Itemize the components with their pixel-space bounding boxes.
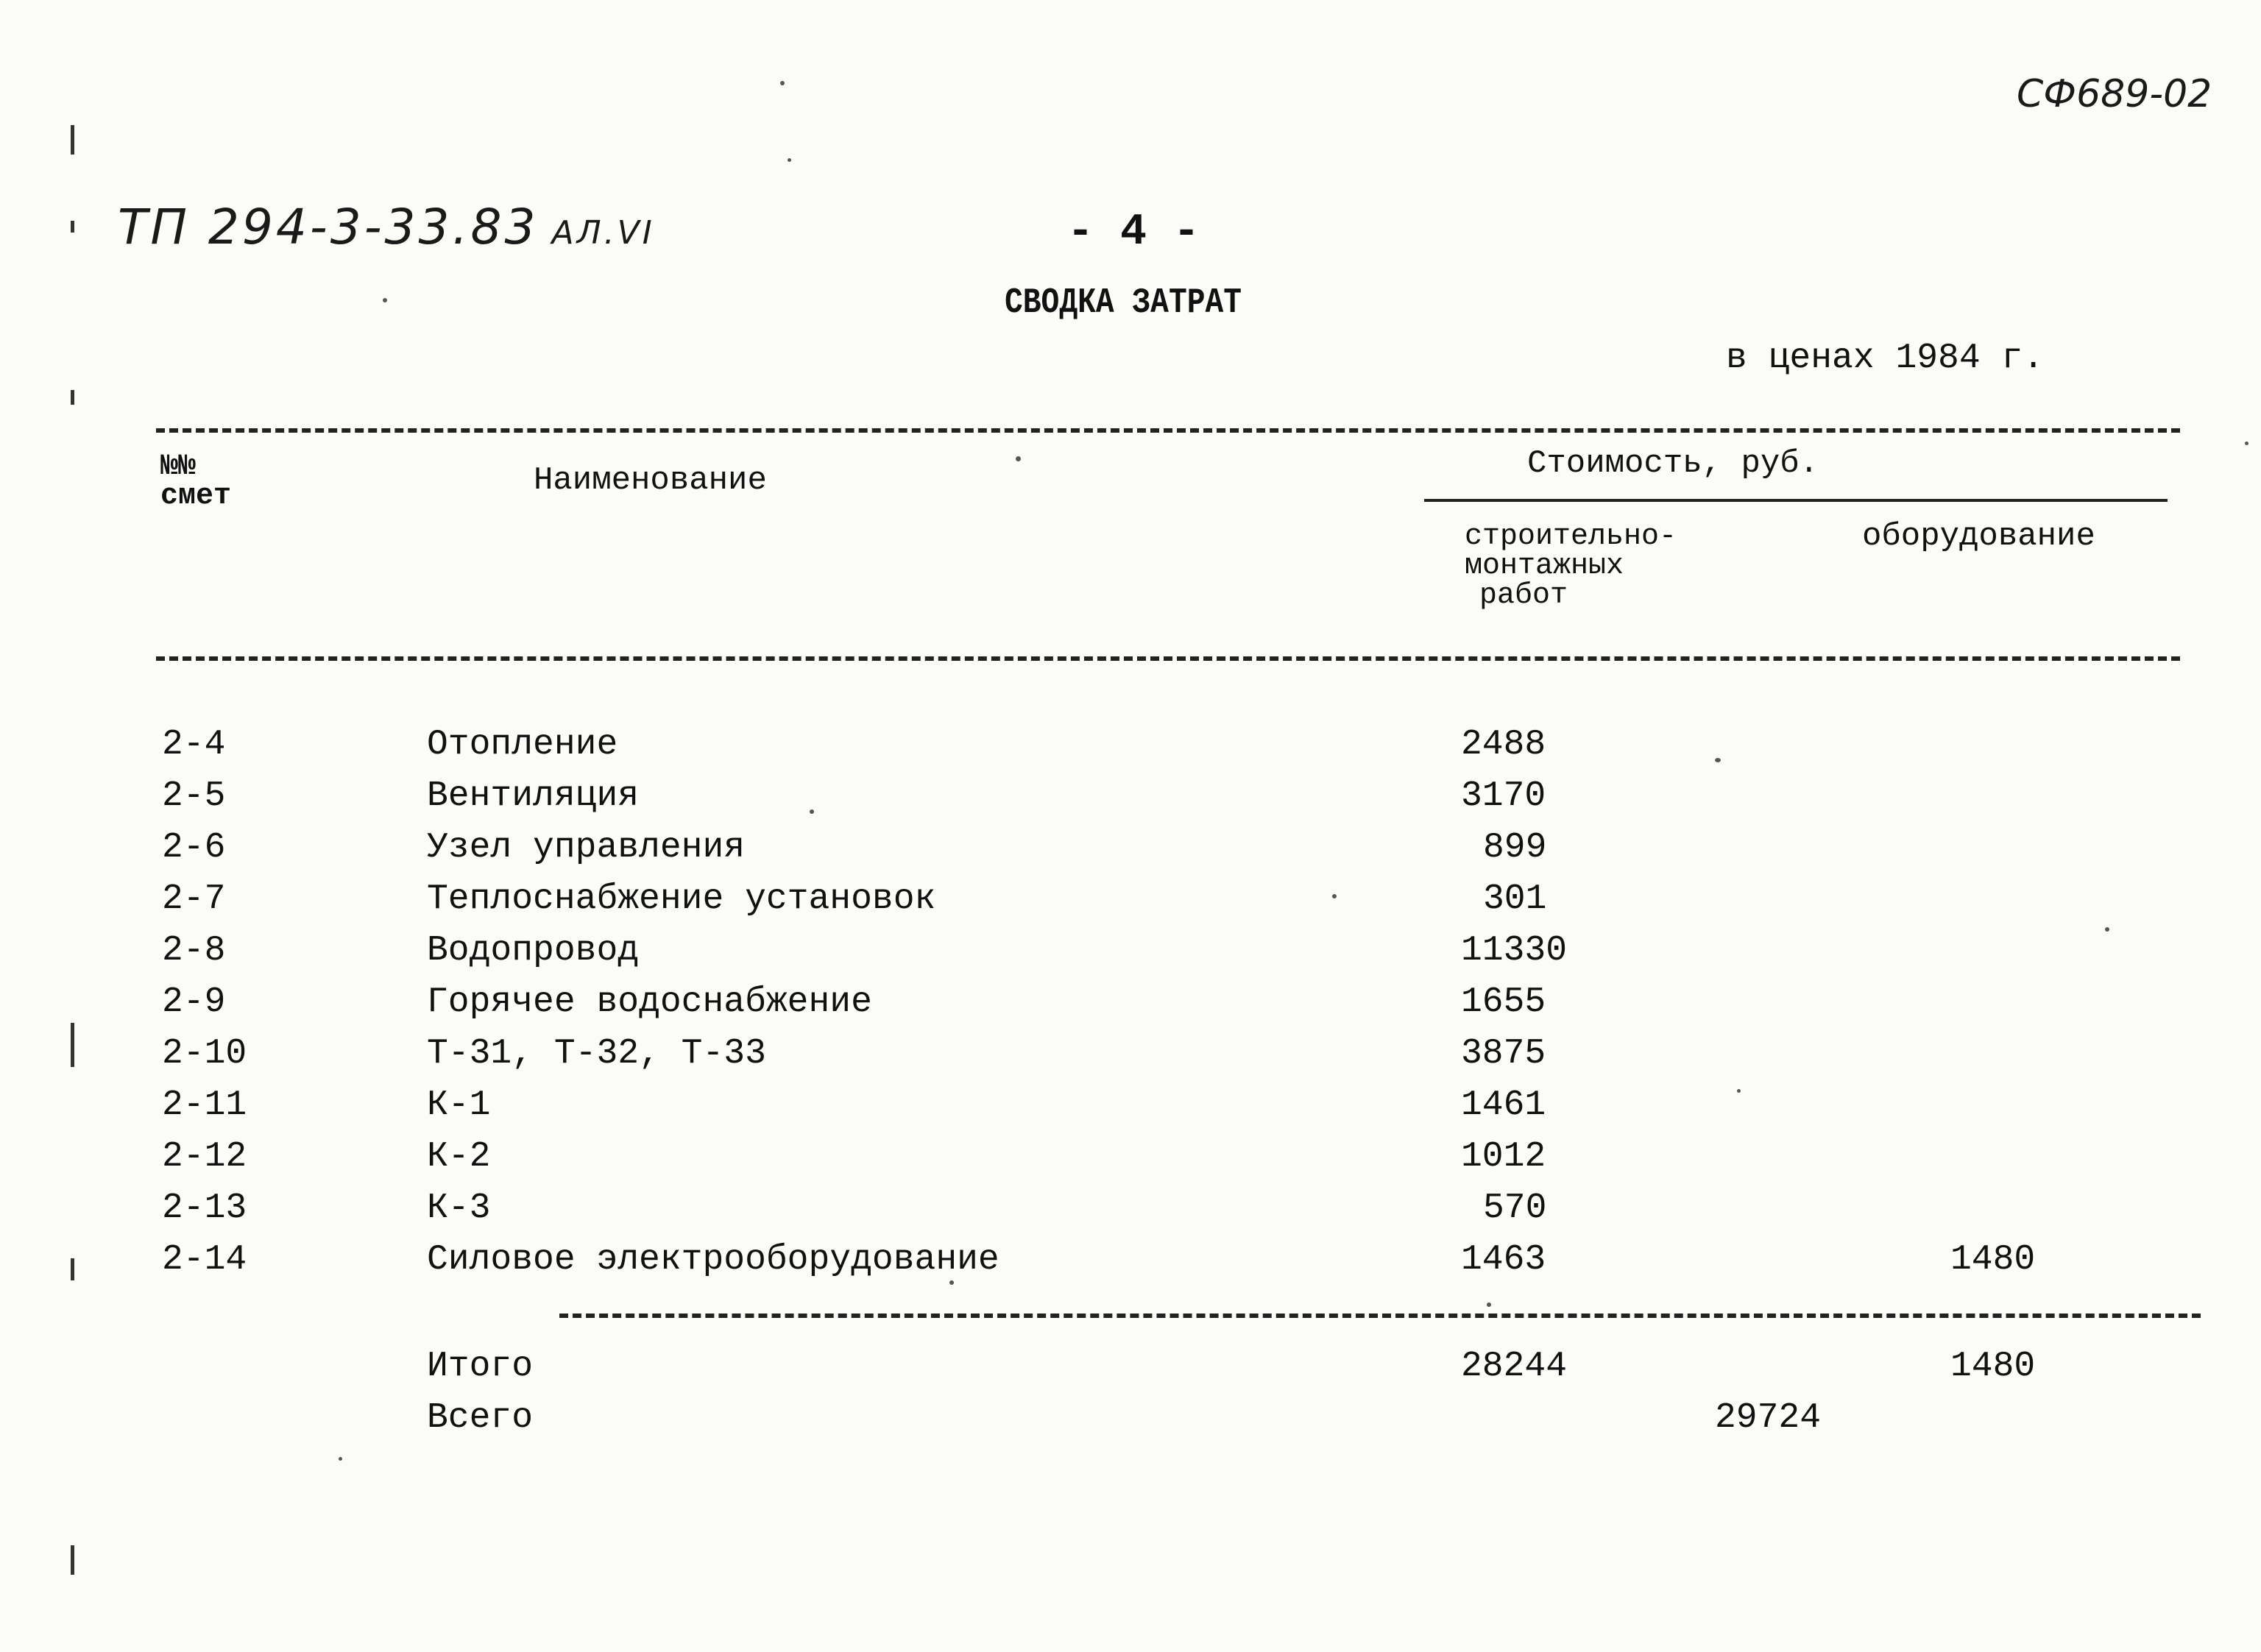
document-code [118,199,655,255]
edge-mark [71,1023,74,1067]
table-row [0,1188,2261,1240]
column-header-construction-line3: работ [1479,579,1568,612]
estimate-number: 2-7 [162,879,226,919]
column-header-estimate-no [160,450,232,513]
construction-cost: 1655 [1461,982,1546,1022]
total-label: Всего [427,1398,534,1438]
item-name: Теплоснабжение установок [427,879,936,919]
construction-cost: 11330 [1461,931,1568,971]
construction-cost: 3875 [1461,1034,1546,1074]
estimate-number: 2-8 [162,931,226,971]
estimate-number: 2-5 [162,776,226,816]
table-header-bottom-rule [156,656,2180,661]
item-name: К-3 [427,1188,491,1228]
table-row [0,725,2261,776]
estimate-number: 2-4 [162,725,226,765]
column-header-estimate-no-line1: №№ [160,450,197,483]
estimate-number: 2-11 [162,1085,247,1125]
item-name: К-1 [427,1085,491,1125]
column-header-equipment: оборудование [1862,518,2095,555]
price-level-note: в ценах 1984 г. [1726,338,2045,378]
item-name: Силовое электрооборудование [427,1240,999,1280]
document-code-suffix: АЛ.VI [551,214,655,252]
construction-cost: 301 [1483,879,1547,919]
column-header-construction [1465,522,1677,611]
column-header-cost-group: Стоимость, руб. [1527,445,1819,482]
construction-cost: 3170 [1461,776,1546,816]
cost-group-rule [1424,499,2168,502]
construction-cost: 2488 [1461,725,1546,765]
column-header-name: Наименование [534,462,767,499]
table-row [0,776,2261,828]
item-name: Т-31, Т-32, Т-33 [427,1034,766,1074]
table-row [0,1240,2261,1291]
total-value: 29724 [1715,1398,1822,1438]
column-header-construction-line2: монтажных [1465,550,1624,583]
scan-speck [1016,456,1021,461]
table-row [0,879,2261,931]
scan-speck [2105,927,2109,932]
scan-speck [1737,1089,1741,1093]
scan-speck [788,158,791,162]
estimate-number: 2-13 [162,1188,247,1228]
archive-number: СФ689-02 [2017,72,2212,116]
estimate-number: 2-14 [162,1240,247,1280]
item-name: Вентиляция [427,776,640,816]
item-name: Горячее водоснабжение [427,982,872,1022]
table-row [0,1034,2261,1085]
subtotal-construction: 28244 [1461,1347,1568,1386]
construction-cost: 899 [1483,828,1547,868]
edge-mark [71,1545,74,1575]
construction-cost: 1463 [1461,1240,1546,1280]
estimate-number: 2-6 [162,828,226,868]
table-row [0,982,2261,1034]
table-row [0,828,2261,879]
scan-speck [810,809,814,814]
table-row [0,931,2261,982]
subtotal-equipment: 1480 [1950,1347,2036,1386]
scan-speck [1487,1302,1491,1307]
scan-speck [1715,758,1721,762]
column-header-construction-line1: строительно- [1465,520,1677,553]
edge-mark [71,221,74,233]
document-code-main: ТП 294-3-33.83 [118,199,539,255]
page-title: СВОДКА ЗАТРАТ [1005,283,1242,323]
item-name: К-2 [427,1137,491,1177]
scan-speck [1332,894,1337,898]
column-header-estimate-no-line2: смет [160,480,232,513]
scan-speck [949,1280,954,1285]
estimate-number: 2-12 [162,1137,247,1177]
edge-mark [71,1258,74,1280]
scan-speck [2245,442,2248,445]
subtotal-row [0,1347,2261,1398]
item-name: Водопровод [427,931,640,971]
construction-cost: 1012 [1461,1137,1546,1177]
table-row [0,1085,2261,1137]
construction-cost: 570 [1483,1188,1547,1228]
item-name: Отопление [427,725,618,765]
scan-speck [780,81,785,85]
totals-rule [559,1314,2201,1318]
edge-mark [71,125,74,155]
edge-mark [71,390,74,405]
page-number: - 4 - [1067,208,1200,258]
scan-speck [383,298,387,302]
estimate-number: 2-10 [162,1034,247,1074]
subtotal-label: Итого [427,1347,534,1386]
construction-cost: 1461 [1461,1085,1546,1125]
equipment-cost: 1480 [1950,1240,2036,1280]
table-top-rule [156,428,2180,433]
estimate-number: 2-9 [162,982,226,1022]
item-name: Узел управления [427,828,746,868]
scan-speck [339,1457,342,1461]
table-row [0,1137,2261,1188]
total-row [0,1398,2261,1450]
